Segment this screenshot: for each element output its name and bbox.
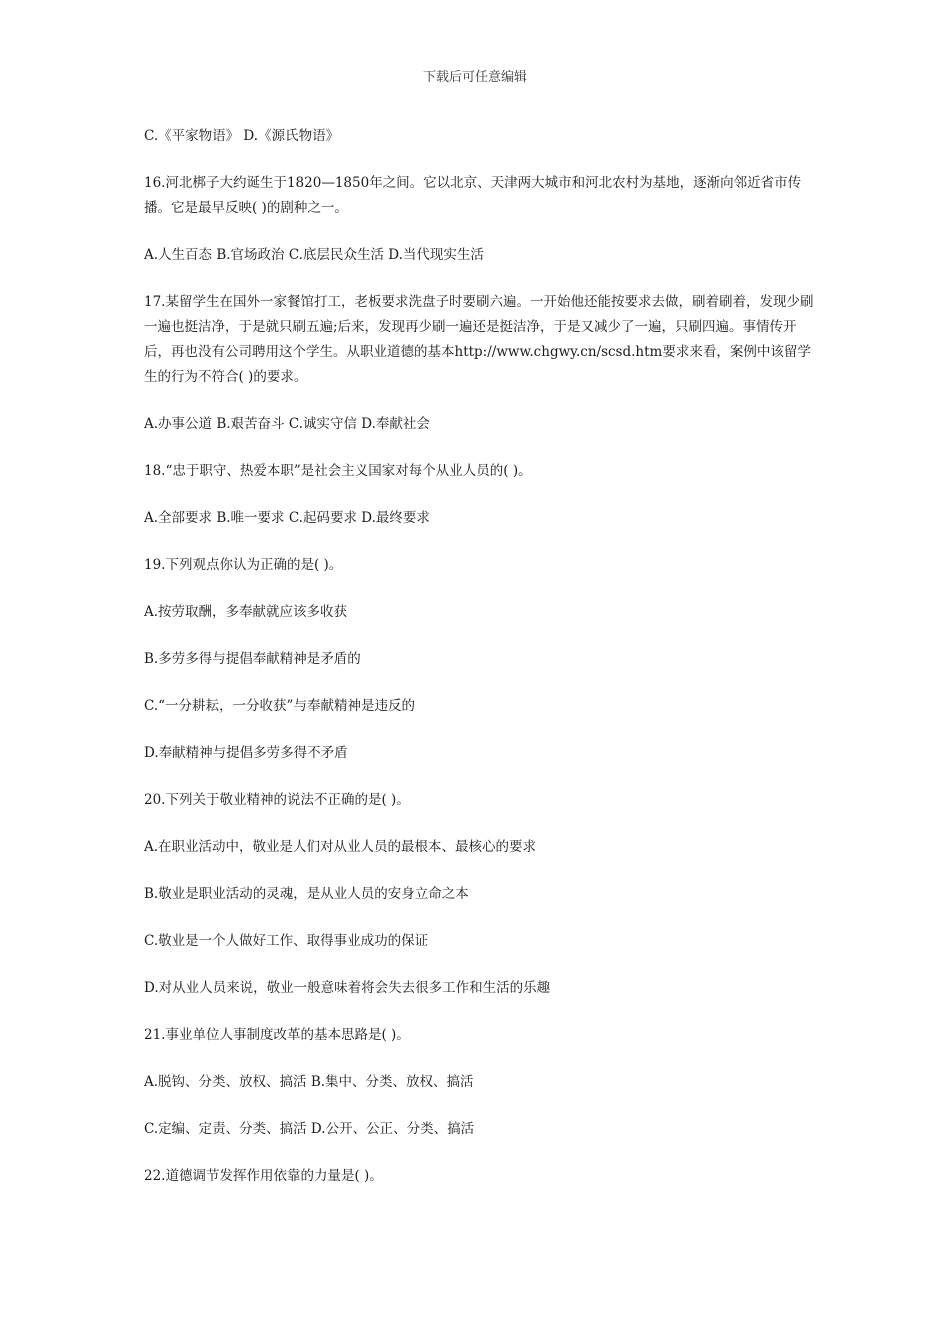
options-17: A.办事公道 B.艰苦奋斗 C.诚实守信 D.奉献社会 xyxy=(144,416,430,432)
question-21: 21.事业单位人事制度改革的基本思路是( )。 xyxy=(144,1027,410,1043)
option-19-b: B.多劳多得与提倡奉献精神是矛盾的 xyxy=(144,651,361,667)
question-22: 22.道德调节发挥作用依靠的力量是( )。 xyxy=(144,1168,383,1184)
option-20-c: C.敬业是一个人做好工作、取得事业成功的保证 xyxy=(144,933,429,949)
options-21-cd: C.定编、定责、分类、搞活 D.公开、公正、分类、搞活 xyxy=(144,1121,475,1137)
page-header: 下载后可任意编辑 xyxy=(422,70,527,85)
options-16: A.人生百态 B.官场政治 C.底层民众生活 D.当代现实生活 xyxy=(144,247,484,263)
options-18: A.全部要求 B.唯一要求 C.起码要求 D.最终要求 xyxy=(144,510,430,526)
question-17: 17.某留学生在国外一家餐馆打工，老板要求洗盘子时要刷六遍。一开始他还能按要求去做，刷着刷着，发现少刷一遍也挺洁净，于是就只刷五遍;后来，发现再少刷一遍还是挺洁净，于是又减少了一遍，只刷四遍。事情传开后，再也没有公司聘用这个学生。从职业道德的基本http://www.chgwy.cn/scsd.htm要求来看，案例中该留学生的行为不符合( )的要求。 xyxy=(144,294,814,385)
question-18: 18.“忠于职守、热爱本职”是社会主义国家对每个从业人员的( )。 xyxy=(144,463,532,479)
option-line-15-cd: C.《平家物语》 D.《源氏物语》 xyxy=(144,128,340,144)
option-20-d: D.对从业人员来说，敬业一般意味着将会失去很多工作和生活的乐趣 xyxy=(144,980,551,996)
option-19-a: A.按劳取酬，多奉献就应该多收获 xyxy=(144,604,348,620)
option-19-c: C.“一分耕耘，一分收获”与奉献精神是违反的 xyxy=(144,698,415,714)
option-19-d: D.奉献精神与提倡多劳多得不矛盾 xyxy=(144,745,348,761)
question-16: 16.河北梆子大约诞生于1820—1850年之间。它以北京、天津两大城市和河北农村为基地，逐渐向邻近省市传播。它是最早反映( )的剧种之一。 xyxy=(144,175,802,216)
question-20: 20.下列关于敬业精神的说法不正确的是( )。 xyxy=(144,792,410,808)
option-20-b: B.敬业是职业活动的灵魂，是从业人员的安身立命之本 xyxy=(144,886,469,902)
document-body xyxy=(144,124,814,1211)
option-20-a: A.在职业活动中，敬业是人们对从业人员的最根本、最核心的要求 xyxy=(144,839,537,855)
options-21-ab: A.脱钩、分类、放权、搞活 B.集中、分类、放权、搞活 xyxy=(144,1074,474,1090)
question-19: 19.下列观点你认为正确的是( )。 xyxy=(144,557,343,573)
